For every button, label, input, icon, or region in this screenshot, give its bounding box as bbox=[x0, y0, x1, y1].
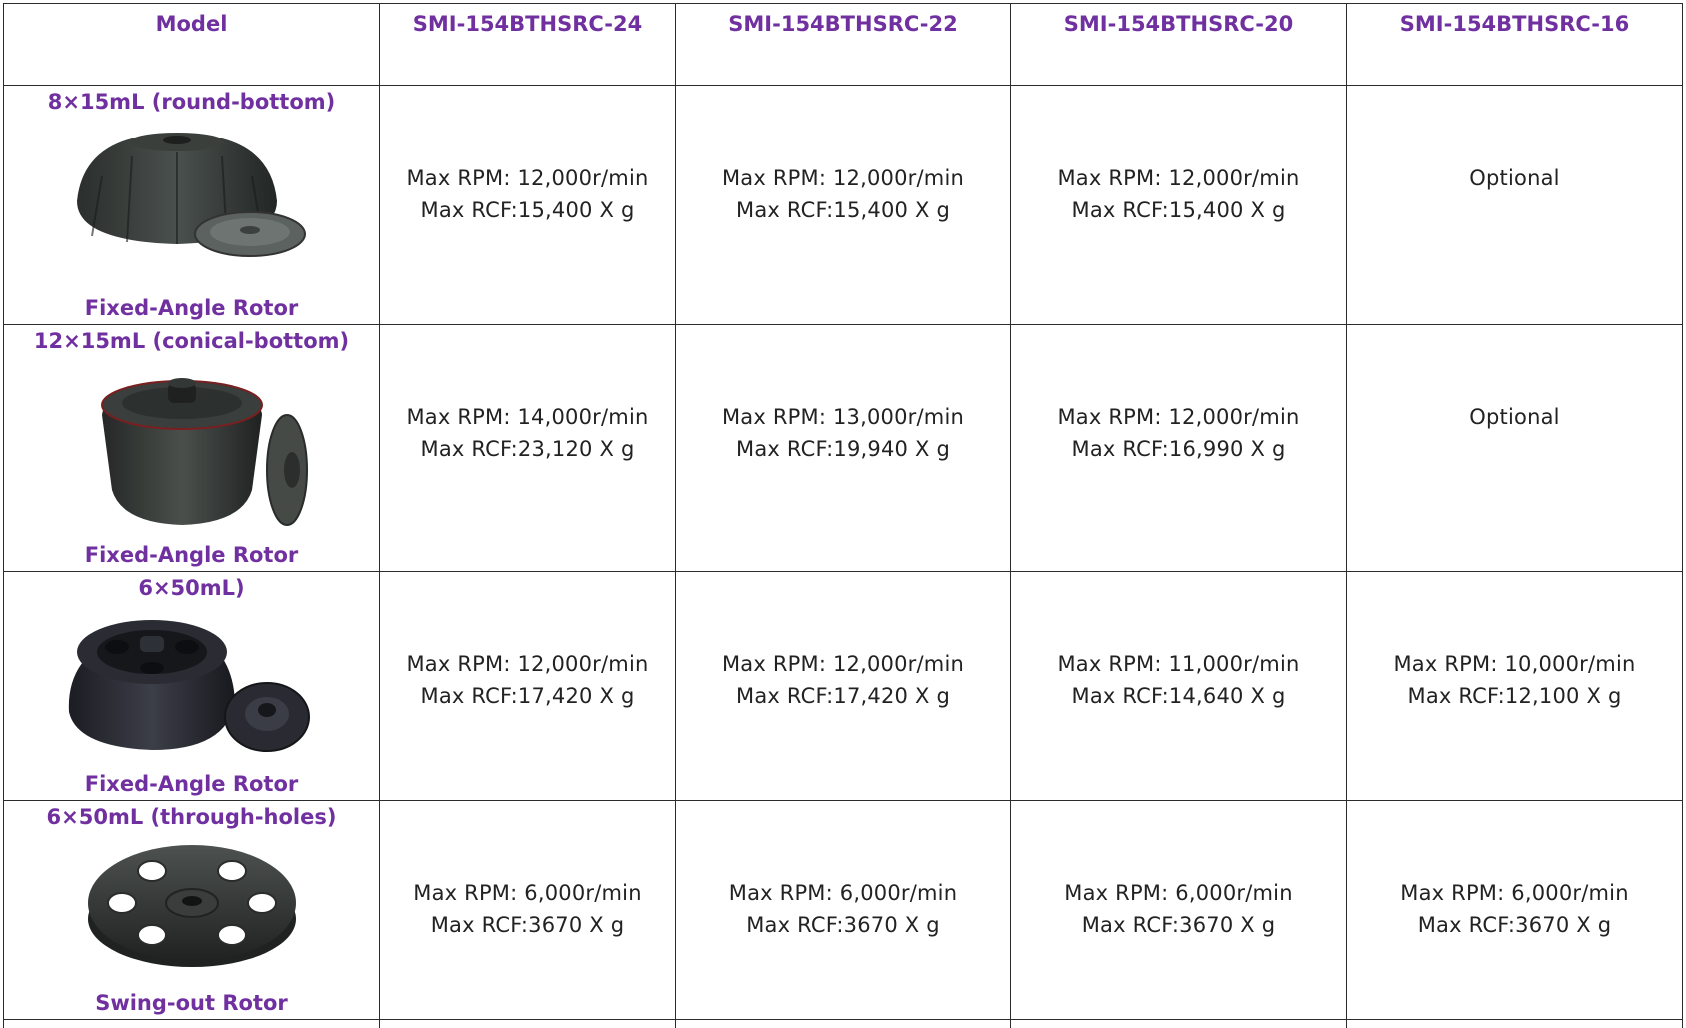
model-cell bbox=[4, 86, 380, 325]
max-rcf: Max RCF:15,400 X g bbox=[676, 194, 1010, 226]
table-row-cut bbox=[4, 1020, 1683, 1028]
spec-cell bbox=[1011, 572, 1347, 801]
max-rpm: Max RPM: 6,000r/min bbox=[1347, 877, 1682, 909]
optional-label: Optional bbox=[1347, 162, 1682, 194]
spec-cell bbox=[380, 801, 676, 1020]
spec-cell bbox=[676, 801, 1011, 1020]
max-rcf: Max RCF:17,420 X g bbox=[380, 680, 675, 712]
max-rcf: Max RCF:3670 X g bbox=[676, 909, 1010, 941]
max-rpm: Max RPM: 12,000r/min bbox=[1011, 401, 1346, 433]
spec-cell bbox=[676, 86, 1011, 325]
spec-cell bbox=[1347, 572, 1683, 801]
optional-label: Optional bbox=[1347, 401, 1682, 433]
empty-cell bbox=[1347, 1020, 1683, 1028]
model-cell bbox=[4, 325, 380, 572]
header-model: Model bbox=[4, 4, 380, 86]
spec-cell bbox=[1011, 325, 1347, 572]
header-col-24: SMI-154BTHSRC-24 bbox=[380, 4, 676, 86]
fixed-angle-rotor-icon bbox=[72, 355, 312, 527]
max-rcf: Max RCF:16,990 X g bbox=[1011, 433, 1346, 465]
max-rpm: Max RPM: 6,000r/min bbox=[676, 877, 1010, 909]
max-rpm: Max RPM: 12,000r/min bbox=[1011, 162, 1346, 194]
rotor-capacity: 6×50mL) bbox=[4, 576, 379, 600]
rotor-type: Fixed-Angle Rotor bbox=[4, 296, 379, 320]
max-rpm: Max RPM: 14,000r/min bbox=[380, 401, 675, 433]
rotor-type: Fixed-Angle Rotor bbox=[4, 543, 379, 567]
rotor-capacity: 8×15mL (round-bottom) bbox=[4, 90, 379, 114]
spec-cell bbox=[1011, 801, 1347, 1020]
rotor-type: Fixed-Angle Rotor bbox=[4, 772, 379, 796]
model-cell bbox=[4, 801, 380, 1020]
header-col-20: SMI-154BTHSRC-20 bbox=[1011, 4, 1347, 86]
max-rcf: Max RCF:3670 X g bbox=[1011, 909, 1346, 941]
max-rpm: Max RPM: 11,000r/min bbox=[1011, 648, 1346, 680]
spec-cell bbox=[380, 86, 676, 325]
rotor-spec-table bbox=[3, 3, 1683, 1028]
max-rpm: Max RPM: 10,000r/min bbox=[1347, 648, 1682, 680]
header-row bbox=[4, 4, 1683, 86]
header-col-22: SMI-154BTHSRC-22 bbox=[676, 4, 1011, 86]
max-rcf: Max RCF:19,940 X g bbox=[676, 433, 1010, 465]
table-row bbox=[4, 325, 1683, 572]
spec-cell bbox=[1347, 325, 1683, 572]
fixed-angle-rotor-icon bbox=[57, 602, 327, 752]
rotor-type: Swing-out Rotor bbox=[4, 991, 379, 1015]
empty-cell bbox=[1011, 1020, 1347, 1028]
max-rpm: Max RPM: 6,000r/min bbox=[1011, 877, 1346, 909]
max-rcf: Max RCF:15,400 X g bbox=[380, 194, 675, 226]
spec-cell bbox=[380, 572, 676, 801]
table-row bbox=[4, 86, 1683, 325]
max-rpm: Max RPM: 12,000r/min bbox=[380, 162, 675, 194]
rotor-capacity: 12×15mL (conical-bottom) bbox=[4, 329, 379, 353]
max-rcf: Max RCF:12,100 X g bbox=[1347, 680, 1682, 712]
max-rpm: Max RPM: 12,000r/min bbox=[676, 648, 1010, 680]
max-rcf: Max RCF:3670 X g bbox=[380, 909, 675, 941]
fixed-angle-rotor-icon bbox=[72, 116, 312, 261]
empty-cell bbox=[4, 1020, 380, 1028]
model-cell bbox=[4, 572, 380, 801]
header-col-16: SMI-154BTHSRC-16 bbox=[1347, 4, 1683, 86]
spec-cell bbox=[676, 572, 1011, 801]
empty-cell bbox=[380, 1020, 676, 1028]
max-rpm: Max RPM: 13,000r/min bbox=[676, 401, 1010, 433]
empty-cell bbox=[676, 1020, 1011, 1028]
max-rpm: Max RPM: 12,000r/min bbox=[380, 648, 675, 680]
max-rcf: Max RCF:23,120 X g bbox=[380, 433, 675, 465]
spec-cell bbox=[1347, 801, 1683, 1020]
spec-cell bbox=[676, 325, 1011, 572]
max-rpm: Max RPM: 6,000r/min bbox=[380, 877, 675, 909]
max-rcf: Max RCF:17,420 X g bbox=[676, 680, 1010, 712]
table-row bbox=[4, 572, 1683, 801]
max-rcf: Max RCF:15,400 X g bbox=[1011, 194, 1346, 226]
spec-cell bbox=[1011, 86, 1347, 325]
max-rpm: Max RPM: 12,000r/min bbox=[676, 162, 1010, 194]
max-rcf: Max RCF:14,640 X g bbox=[1011, 680, 1346, 712]
spec-cell bbox=[380, 325, 676, 572]
table-row bbox=[4, 801, 1683, 1020]
rotor-capacity: 6×50mL (through-holes) bbox=[4, 805, 379, 829]
swing-out-rotor-icon bbox=[82, 831, 302, 971]
spec-cell bbox=[1347, 86, 1683, 325]
max-rcf: Max RCF:3670 X g bbox=[1347, 909, 1682, 941]
